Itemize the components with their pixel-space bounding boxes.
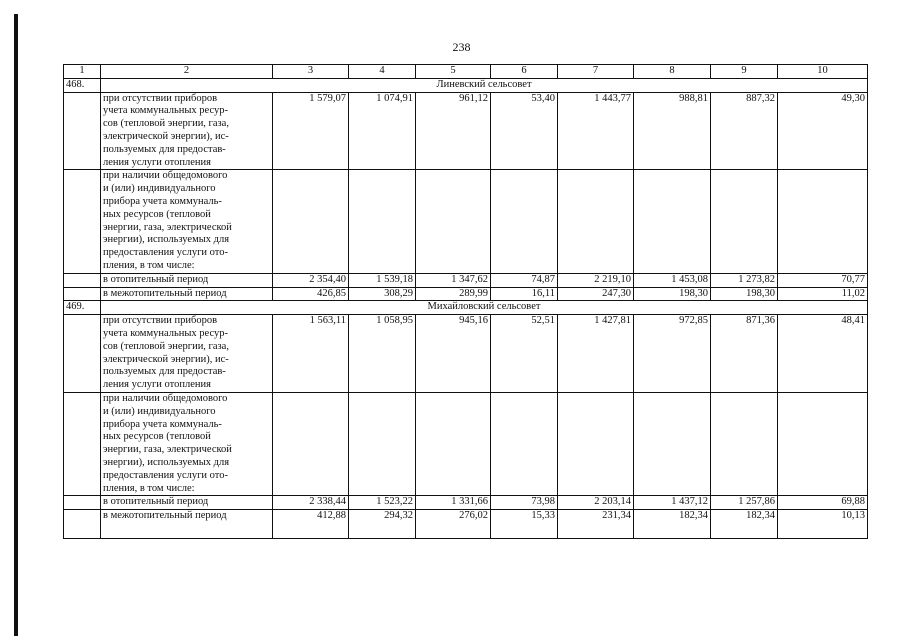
value-cell [273, 170, 349, 273]
value-cell: 1 437,12 [634, 496, 711, 510]
description-line: предоставления услуги ото- [103, 469, 228, 481]
value-cell: 1 453,08 [634, 273, 711, 287]
table-row [64, 510, 868, 539]
value-cell: 48,41 [778, 315, 868, 393]
value-cell: 53,40 [491, 92, 558, 170]
description-line: при наличии общедомового [103, 170, 228, 182]
description-line: при отсутствии приборов [103, 315, 218, 327]
code-cell [64, 92, 101, 170]
code-cell [64, 392, 101, 495]
column-header: 10 [778, 65, 868, 79]
value-cell: 988,81 [634, 92, 711, 170]
value-cell: 49,30 [778, 92, 868, 170]
description-line: предоставления услуги ото- [103, 247, 228, 259]
column-header: 6 [491, 65, 558, 79]
column-header: 2 [101, 65, 273, 79]
description-cell [101, 392, 273, 495]
code-cell [64, 510, 101, 539]
description-line: ления услуги отопления [103, 156, 211, 168]
value-cell [558, 392, 634, 495]
value-cell: 2 338,44 [273, 496, 349, 510]
value-cell: 289,99 [416, 287, 491, 301]
description-line: ных ресурсов (тепловой [103, 208, 211, 220]
value-cell [558, 170, 634, 273]
section-row [64, 78, 868, 92]
value-cell: 945,16 [416, 315, 491, 393]
description-line: при отсутствии приборов [103, 92, 218, 104]
code-cell [64, 287, 101, 301]
description-line: прибора учета коммуналь- [103, 195, 222, 207]
description-cell [101, 92, 273, 170]
section-title: Линевский сельсовет [101, 78, 868, 92]
column-header: 1 [64, 65, 101, 79]
value-cell: 198,30 [711, 287, 778, 301]
value-cell: 16,11 [491, 287, 558, 301]
column-header: 4 [349, 65, 416, 79]
description-line: и (или) индивидуального [103, 183, 216, 195]
code-cell [64, 170, 101, 273]
description-line: в отопительный период [103, 273, 209, 285]
section-row [64, 301, 868, 315]
table-row [64, 92, 868, 170]
value-cell [634, 392, 711, 495]
column-header: 9 [711, 65, 778, 79]
value-cell [416, 170, 491, 273]
value-cell [491, 170, 558, 273]
page-number: 238 [452, 40, 471, 54]
value-cell: 10,13 [778, 510, 868, 539]
description-line: ных ресурсов (тепловой [103, 431, 211, 443]
section-code: 468. [64, 78, 101, 92]
value-cell: 74,87 [491, 273, 558, 287]
description-cell [101, 496, 273, 510]
binding-edge [14, 14, 18, 636]
section-title: Михайловский сельсовет [101, 301, 868, 315]
value-cell [416, 392, 491, 495]
code-cell [64, 273, 101, 287]
description-line: энергии, газа, электрической [103, 221, 232, 233]
value-cell [349, 392, 416, 495]
value-cell: 1 443,77 [558, 92, 634, 170]
code-cell [64, 315, 101, 393]
section-code: 469. [64, 301, 101, 315]
description-line: и (или) индивидуального [103, 405, 216, 417]
value-cell [491, 392, 558, 495]
value-cell: 1 539,18 [349, 273, 416, 287]
value-cell [711, 392, 778, 495]
value-cell: 69,88 [778, 496, 868, 510]
description-line: учета коммунальных ресур- [103, 327, 228, 339]
description-cell [101, 315, 273, 393]
description-line: электрической энергии), ис- [103, 353, 229, 365]
description-cell [101, 510, 273, 539]
value-cell [634, 170, 711, 273]
value-cell: 1 347,62 [416, 273, 491, 287]
value-cell [273, 392, 349, 495]
description-cell [101, 170, 273, 273]
value-cell: 52,51 [491, 315, 558, 393]
value-cell: 294,32 [349, 510, 416, 539]
value-cell [711, 170, 778, 273]
value-cell: 70,77 [778, 273, 868, 287]
description-line: сов (тепловой энергии, газа, [103, 340, 229, 352]
table-row [64, 392, 868, 495]
value-cell: 1 257,86 [711, 496, 778, 510]
table-row [64, 496, 868, 510]
description-line: энергии, газа, электрической [103, 444, 232, 456]
header-row [64, 65, 868, 79]
value-cell: 426,85 [273, 287, 349, 301]
value-cell [349, 170, 416, 273]
value-cell: 961,12 [416, 92, 491, 170]
table-row [64, 315, 868, 393]
value-cell: 871,36 [711, 315, 778, 393]
value-cell: 1 523,22 [349, 496, 416, 510]
value-cell: 1 273,82 [711, 273, 778, 287]
description-line: ления услуги отопления [103, 379, 211, 391]
value-cell: 182,34 [711, 510, 778, 539]
description-cell [101, 273, 273, 287]
value-cell: 2 203,14 [558, 496, 634, 510]
value-cell: 1 331,66 [416, 496, 491, 510]
description-line: в межотопительный период [103, 510, 227, 522]
description-line: энергии), используемых для [103, 234, 230, 246]
value-cell: 11,02 [778, 287, 868, 301]
value-cell: 1 058,95 [349, 315, 416, 393]
value-cell: 73,98 [491, 496, 558, 510]
value-cell: 15,33 [491, 510, 558, 539]
value-cell: 308,29 [349, 287, 416, 301]
value-cell: 2 219,10 [558, 273, 634, 287]
description-line: в отопительный период [103, 496, 209, 508]
description-line: учета коммунальных ресур- [103, 105, 228, 117]
column-header: 7 [558, 65, 634, 79]
value-cell: 182,34 [634, 510, 711, 539]
description-line: прибора учета коммуналь- [103, 418, 222, 430]
description-line: пользуемых для предостав- [103, 143, 226, 155]
value-cell: 231,34 [558, 510, 634, 539]
description-line: сов (тепловой энергии, газа, [103, 118, 229, 130]
value-cell: 972,85 [634, 315, 711, 393]
value-cell: 198,30 [634, 287, 711, 301]
description-line: пользуемых для предостав- [103, 366, 226, 378]
table-row [64, 287, 868, 301]
description-line: в межотопительный период [103, 287, 227, 299]
tariff-table [63, 64, 868, 539]
column-header: 3 [273, 65, 349, 79]
description-line: при наличии общедомового [103, 392, 228, 404]
value-cell: 1 427,81 [558, 315, 634, 393]
description-line: электрической энергии), ис- [103, 130, 229, 142]
column-header: 5 [416, 65, 491, 79]
value-cell: 1 563,11 [273, 315, 349, 393]
description-cell [101, 287, 273, 301]
value-cell: 247,30 [558, 287, 634, 301]
table-row [64, 273, 868, 287]
value-cell: 1 579,07 [273, 92, 349, 170]
value-cell: 887,32 [711, 92, 778, 170]
description-line: энергии), используемых для [103, 456, 230, 468]
value-cell [778, 392, 868, 495]
code-cell [64, 496, 101, 510]
column-header: 8 [634, 65, 711, 79]
description-line: пления, в том числе: [103, 482, 195, 494]
value-cell: 2 354,40 [273, 273, 349, 287]
description-line: пления, в том числе: [103, 259, 195, 271]
table-row [64, 170, 868, 273]
value-cell: 412,88 [273, 510, 349, 539]
value-cell: 276,02 [416, 510, 491, 539]
value-cell [778, 170, 868, 273]
value-cell: 1 074,91 [349, 92, 416, 170]
